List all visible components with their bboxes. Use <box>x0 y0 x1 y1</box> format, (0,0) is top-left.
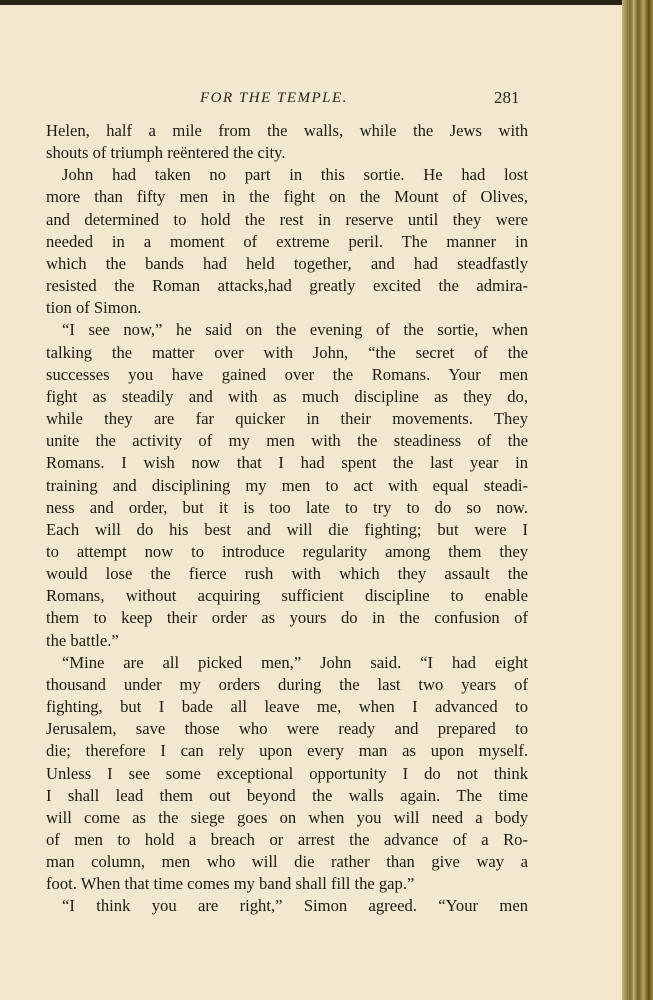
text-line: fight as steadily and with as much discipline as they do, <box>46 386 528 406</box>
text-line: to attempt now to introduce regularity among them they <box>46 541 528 561</box>
running-head-title: FOR THE TEMPLE. <box>200 90 348 106</box>
text-line: John had taken no part in this sortie. He had lost <box>62 165 528 185</box>
text-line: “I think you are right,” Simon agreed. “Your men <box>62 896 528 916</box>
text-line: fighting, but I bade all leave me, when I advanced to <box>46 697 528 717</box>
text-line: man column, men who will die rather than give way a <box>46 852 528 872</box>
text-line: I shall lead them out beyond the walls again. The time <box>46 785 528 805</box>
text-line: Each will do his best and will die fighting; but were I <box>46 519 528 539</box>
text-line: of men to hold a breach or arrest the advance of a Ro- <box>46 830 528 849</box>
text-line: Helen, half a mile from the walls, while the Jews with <box>46 121 528 140</box>
text-line: while they are far quicker in their movements. They <box>46 409 528 429</box>
text-line: training and disciplining my men to act with equal steadi- <box>46 475 528 495</box>
text-line: resisted the Roman attacks,had greatly excited the admira- <box>46 276 528 296</box>
text-line: shouts of triumph reëntered the city. <box>46 143 286 163</box>
page-number: 281 <box>494 88 520 107</box>
text-line: “I see now,” he said on the evening of the sortie, when <box>62 320 528 340</box>
text-line: Romans. I wish now that I had spent the last year in <box>46 453 528 473</box>
text-line: the battle.” <box>46 630 119 650</box>
text-line: successes you have gained over the Romans. Your men <box>46 364 528 384</box>
text-line: will come as the siege goes on when you will need a body <box>46 807 528 827</box>
text-line: talking the matter over with John, “the secret of the <box>46 342 528 362</box>
text-line: die; therefore I can rely upon every man as upon myself. <box>46 741 528 761</box>
text-line: ness and order, but it is too late to try to do so now. <box>46 497 528 517</box>
text-line: and determined to hold the rest in reserve until they were <box>46 209 528 229</box>
text-line: more than fifty men in the fight on the Mount of Olives, <box>46 187 528 207</box>
body-text <box>46 120 528 918</box>
text-line: needed in a moment of extreme peril. The manner in <box>46 231 528 251</box>
text-line: would lose the fierce rush with which they assault the <box>46 564 528 584</box>
text-line: Jerusalem, save those who were ready and prepared to <box>46 719 528 739</box>
text-line: thousand under my orders during the last two years of <box>46 674 528 694</box>
text-line: “Mine are all picked men,” John said. “I had eight <box>62 652 528 672</box>
text-line: Unless I see some exceptional opportunity I do not think <box>46 763 528 783</box>
text-line: unite the activity of my men with the steadiness of the <box>46 431 528 451</box>
book-spine-edge <box>622 0 653 1000</box>
text-line: tion of Simon. <box>46 298 142 318</box>
page-top-edge <box>0 0 653 5</box>
text-line: them to keep their order as yours do in the confusion of <box>46 608 528 628</box>
text-line: which the bands had held together, and had steadfastly <box>46 253 528 273</box>
spine-shadow <box>629 0 633 1000</box>
text-line: Romans, without acquiring sufficient discipline to enable <box>46 586 528 606</box>
text-line: foot. When that time comes my band shall fill the gap.” <box>46 874 415 894</box>
